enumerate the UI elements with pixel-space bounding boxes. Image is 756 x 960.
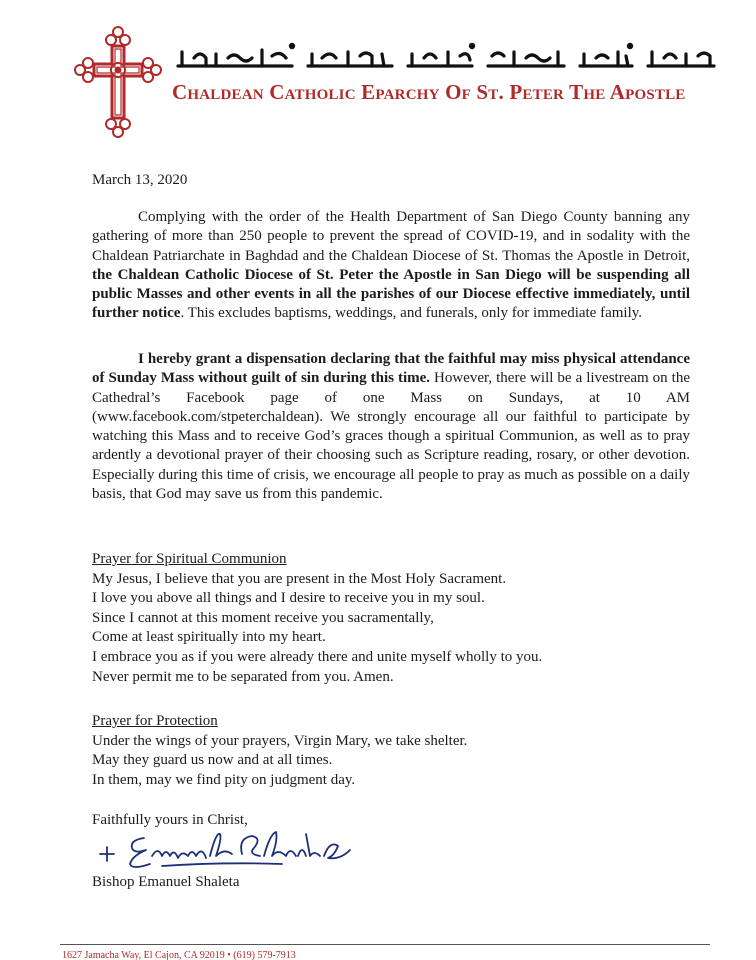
- paragraph-suspension-intro: Complying with the order of the Health Department of San Diego County banning any gathering of more than 250 people to prevent the spread of COVID-19, and in sodality with the Chaldean Patriarchate in Baghdad and the Chaldean Diocese of St. Thomas the Apostle in Detroit,: [92, 209, 690, 264]
- paragraph-dispensation-text: [92, 350, 690, 504]
- syriac-title: [172, 40, 720, 74]
- prayer-line: Since I cannot at this moment receive you sacramentally,: [92, 609, 434, 626]
- prayer-line: May they guard us now and at all times.: [92, 752, 333, 769]
- letter-date: March 13, 2020: [92, 172, 188, 188]
- eparchy-name: Chaldean Catholic Eparchy Of St. Peter The Apostle: [172, 80, 686, 104]
- paragraph-suspension-outro: . This excludes baptisms, weddings, and funerals, only for immediate family.: [180, 305, 643, 322]
- paragraph-dispensation: [92, 350, 690, 504]
- prayer-line: I embrace you as if you were already there and unite myself wholly to you.: [92, 648, 543, 665]
- footer-address: 1627 Jamacha Way, El Cajon, CA 92019 • (619) 579-7913: [62, 951, 296, 960]
- prayer-line: Come at least spiritually into my heart.: [92, 629, 326, 646]
- paragraph-suspension-bold: the Chaldean Catholic Diocese of St. Peter the Apostle in San Diego will be suspending all public Masses and other events in all the parishes of our Diocese effective immediately, until further notice: [92, 266, 690, 322]
- paragraph-suspension: [92, 208, 690, 324]
- bishop-name: Bishop Emanuel Shaleta: [92, 874, 240, 890]
- prayer-communion-heading: Prayer for Spiritual Communion: [92, 551, 287, 567]
- ornate-cross-icon: [72, 24, 164, 140]
- prayer-protection-section: [92, 712, 702, 790]
- closing-salutation: Faithfully yours in Christ,: [92, 812, 248, 828]
- prayer-communion-section: [92, 550, 702, 687]
- prayer-line: My Jesus, I believe that you are present in the Most Holy Sacrament.: [92, 570, 507, 587]
- paragraph-suspension-text: [92, 208, 690, 324]
- prayer-line: Never permit me to be separated from you. Amen.: [92, 668, 394, 685]
- prayer-line: Under the wings of your prayers, Virgin Mary, we take shelter.: [92, 732, 468, 749]
- paragraph-dispensation-rest: However, there will be a livestream on the Cathedral’s Facebook page of one Mass on Sundays, at 10 AM (www.facebook.com/stpeterchaldean). We strongly encourage all our faithful to participate by watching this Mass and to receive God’s graces though a spiritual Communion, as well as to pray ardently a devotional prayer of their choosing such as Scripture reading, rosary, or other devotion. Especially during this time of crisis, we encourage all people to pray as much as possible on a daily basis, that God may save us from this pandemic.: [92, 370, 690, 503]
- prayer-line: In them, may we find pity on judgment day.: [92, 771, 356, 788]
- prayer-line: I love you above all things and I desire to receive you in my soul.: [92, 590, 485, 607]
- footer-divider: [60, 944, 710, 945]
- paragraph-dispensation-bold: I hereby grant a dispensation declaring that the faithful may miss physical attendance of Sunday Mass without guilt of sin during this time.: [92, 351, 690, 387]
- syriac-script-graphic: [172, 40, 720, 74]
- handwritten-signature: [92, 826, 362, 872]
- prayer-protection-heading: Prayer for Protection: [92, 713, 218, 729]
